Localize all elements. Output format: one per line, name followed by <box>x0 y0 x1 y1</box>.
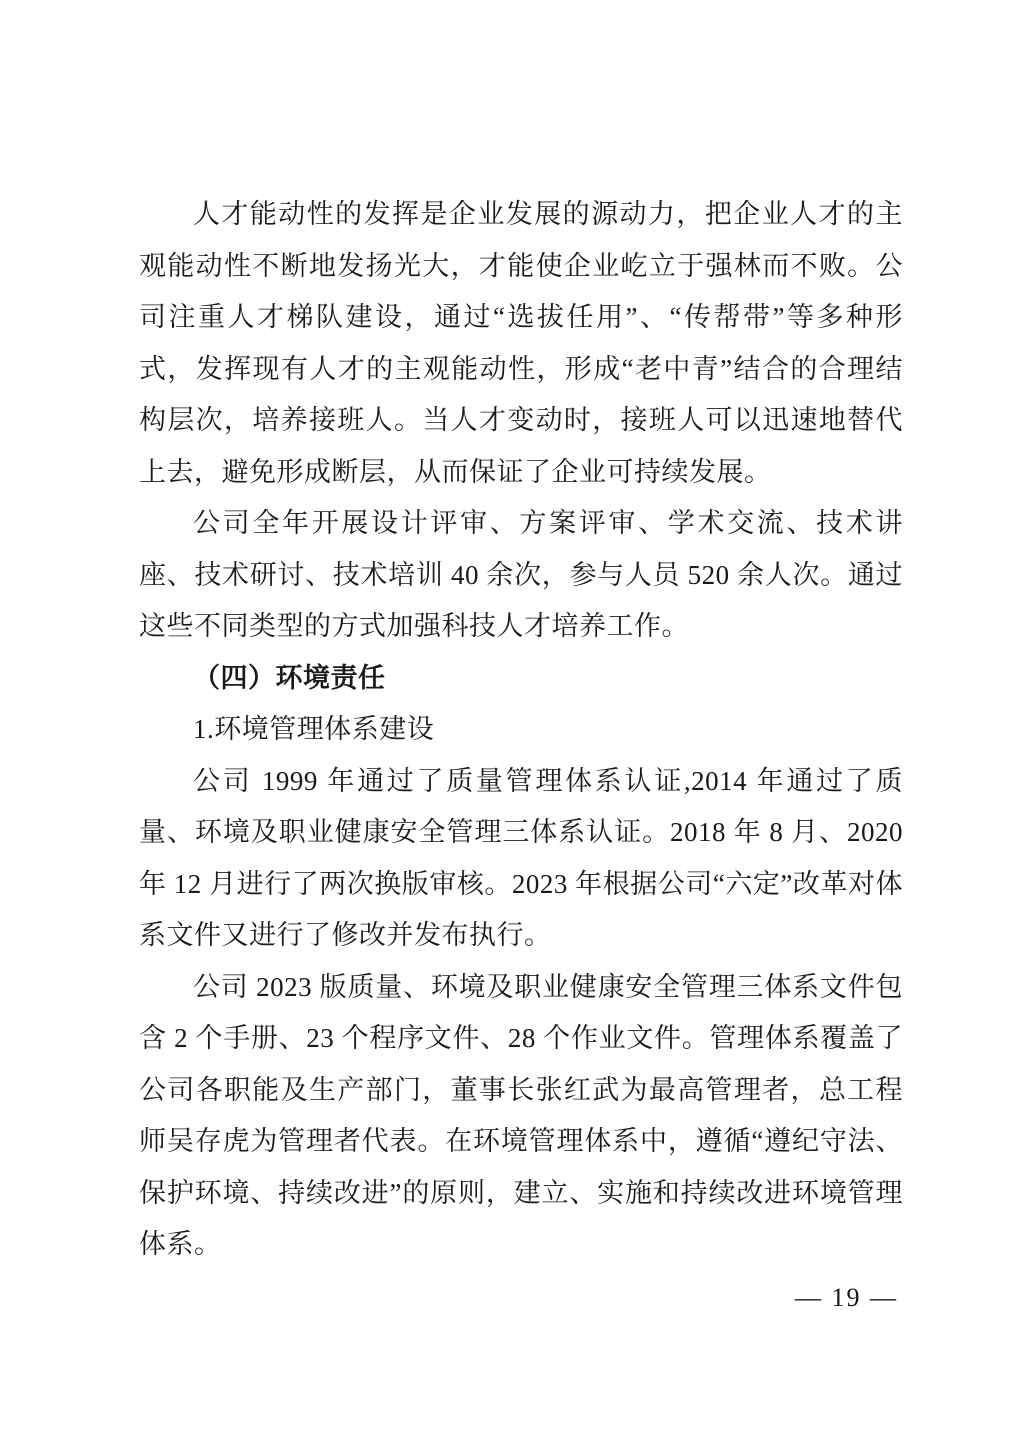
paragraph-talent-development: 人才能动性的发挥是企业发展的源动力，把企业人才的主观能动性不断地发扬光大，才能使企业屹立于强林而不败。公司注重人才梯队建设，通过“选拔任用”、“传帮带”等多种形式，发挥现有人才的主观能动性，形成“老中青”结合的合理结构层次，培养接班人。当人才变动时，接班人可以迅速地替代上去，避免形成断层，从而保证了企业可持续发展。 <box>139 199 903 487</box>
paragraph-ems-documents: 公司 2023 版质量、环境及职业健康安全管理三体系文件包含 2 个手册、23 个程序文件、28 个作业文件。管理体系覆盖了公司各职能及生产部门，董事长张红武为最高管理者，总工程师吴存虎为管理者代表。在环境管理体系中，遵循“遵纪守法、保护环境、持续改进”的原则，建立、实施和持续改进环境管理体系。 <box>139 971 903 1259</box>
page-body-text <box>139 189 903 1271</box>
section-heading-environment-responsibility: （四）环境责任 <box>193 662 386 693</box>
paragraph-certification-history: 公司 1999 年通过了质量管理体系认证,2014 年通过了质量、环境及职业健康安全管理三体系认证。2018 年 8 月、2020 年 12 月进行了两次换版审核。2023 年根据公司“六定”改革对体系文件又进行了修改并发布执行。 <box>139 765 903 950</box>
paragraph-technical-activities: 公司全年开展设计评审、方案评审、学术交流、技术讲座、技术研讨、技术培训 40 余次，参与人员 520 余人次。通过这些不同类型的方式加强科技人才培养工作。 <box>139 508 903 641</box>
page-number: — 19 — <box>795 1283 898 1312</box>
subsection-heading-ems-construction: 1.环境管理体系建设 <box>193 714 435 744</box>
